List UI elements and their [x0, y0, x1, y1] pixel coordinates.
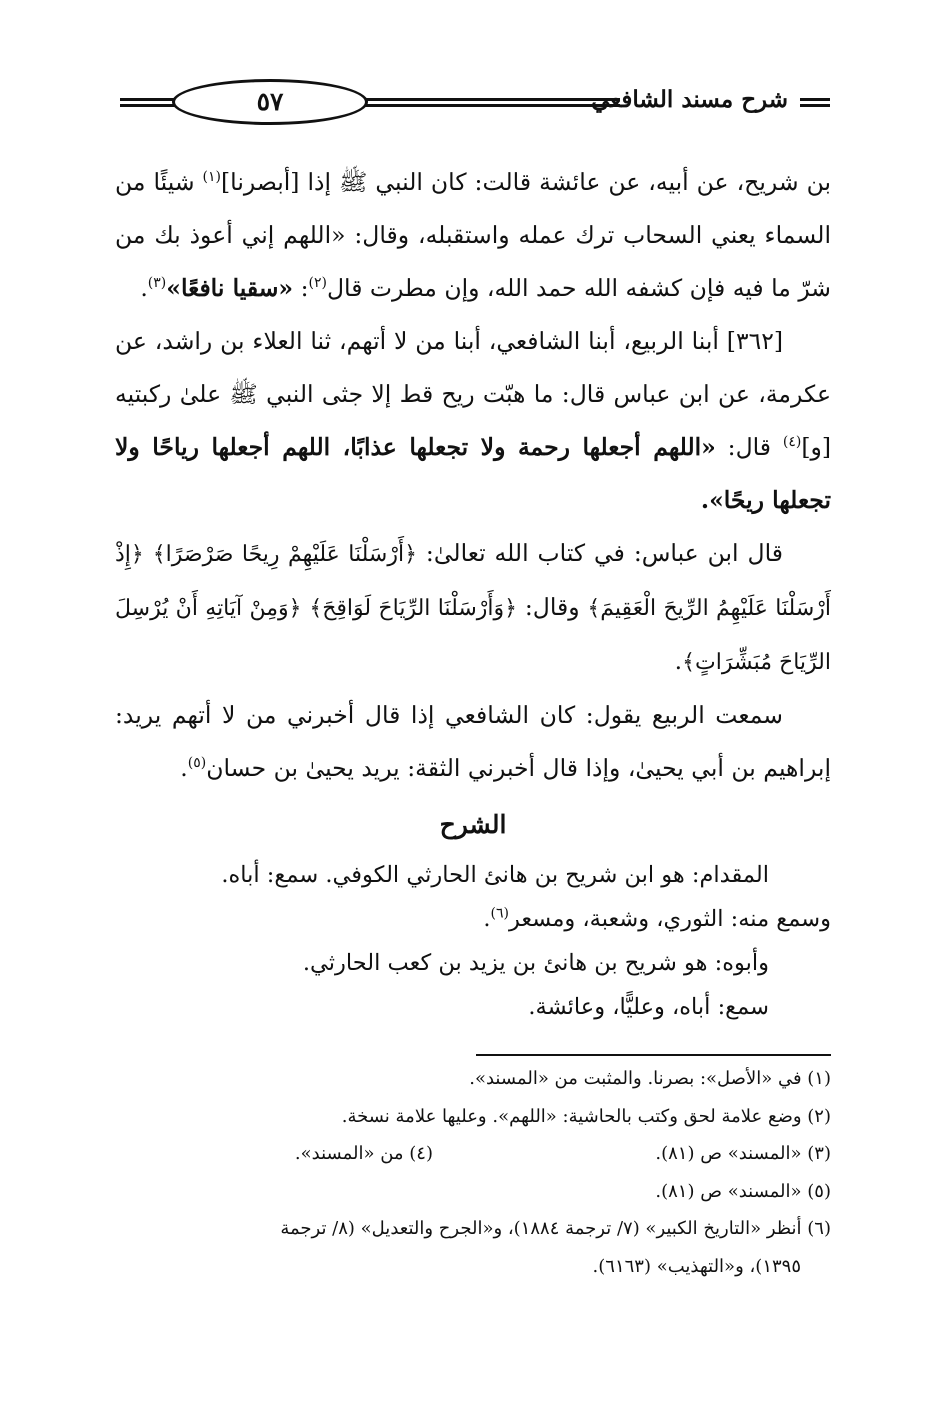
header-rule-right	[800, 98, 830, 107]
text-segment: وسمع منه: الثوري، وشعبة، ومسعر	[509, 906, 831, 932]
footnote-ref: (١)	[202, 169, 222, 186]
bold-quote: «سقيا نافعًا»	[166, 274, 294, 302]
footnote-ref: (٦)	[490, 905, 509, 922]
text-segment: قال:	[715, 433, 783, 461]
sharh-line	[115, 897, 831, 941]
footnote-ref: (٥)	[187, 755, 207, 772]
text-segment: [٣٦٢] أبنا الربيع، أبنا الشافعي، أبنا من لا أتهم، ثنا العلاء بن راشد، عن عكرمة، عن ابن عباس قال: ما هبّت ريح قط إلا جثى النبي ﷺ علىٰ ركبتيه [و]	[115, 327, 831, 461]
footnote-1: (١) في «الأصل»: بصرنا. والمثبت من «المسند».	[469, 1068, 831, 1089]
sharh-line: وأبوه: هو شريح بن هانئ بن يزيد بن كعب الحارثي.	[302, 950, 769, 976]
section-heading: الشرح	[439, 810, 507, 839]
text-segment: :	[293, 274, 309, 302]
header-rule-middle	[362, 98, 620, 107]
text-segment: .	[140, 274, 148, 302]
paragraph-rabi	[115, 689, 831, 795]
page-header	[110, 76, 830, 132]
bold-quote: «اللهم أجعلها رحمة ولا تجعلها عذابًا، اللهم أجعلها رياحًا ولا تجعلها ريحًا».	[115, 433, 831, 514]
quran-verse: ﴿وَمِنْ آيَاتِهِ أَنْ يُرْسِلَ الرِّيَاحَ مُبَشِّرَاتٍ﴾	[115, 596, 831, 675]
footnote-separator	[476, 1054, 831, 1056]
footnote-6-continued: ١٣٩٥)، و«التهذيب» (٦١٦٣).	[592, 1255, 801, 1277]
text-segment: سمعت الربيع يقول: كان الشافعي إذا قال أخبرني من لا أتهم يريد: إبراهيم بن أبي يحيىٰ، وإذا قال أخبرني الثقة: يريد يحيىٰ بن حسان	[115, 701, 831, 782]
text-segment: بن شريح، عن أبيه، عن عائشة قالت: كان النبي ﷺ إذا [أبصرنا]	[221, 168, 831, 196]
footnote-row	[115, 1135, 831, 1173]
text-segment: .	[180, 754, 188, 782]
text-segment: شيئًا من السماء يعني السحاب ترك عمله واستقبله، وقال: «اللهم إني أعوذ بك من شرّ ما فيه فإن كشفه الله حمد الله، وإن مطرت قال	[115, 168, 831, 302]
quran-verse: ﴿وَأَرْسَلْنَا الرِّيَاحَ لَوَاقِحَ﴾	[309, 596, 518, 621]
text-segment: .	[674, 647, 683, 675]
footnote-5: (٥) «المسند» ص (٨١).	[655, 1180, 831, 1202]
footnote-ref: (٢)	[308, 275, 327, 292]
footnote-6: (٦) أنظر «التاريخ الكبير» (٧/ ترجمة ١٨٨٤)، و«الجرح والتعديل» (٨/ ترجمة	[280, 1218, 831, 1239]
footnote-2: (٢) وضع علامة لحق وكتب بالحاشية: «اللهم». وعليها علامة نسخة.	[341, 1105, 831, 1127]
footnote-ref: (٣)	[147, 275, 167, 292]
footnote-ref: (٤)	[782, 434, 802, 451]
paragraph-hadith-362	[115, 315, 831, 527]
text-segment: .	[483, 906, 491, 932]
footnote-4: (٤) من «المسند».	[294, 1143, 433, 1164]
paragraph-ibn-abbas	[115, 527, 831, 689]
quran-verse: ﴿إِذْ أَرْسَلْنَا عَلَيْهِمُ الرِّيحَ الْعَقِيمَ﴾	[115, 542, 831, 621]
sharh-line: سمع: أباه، وعليًّا، وعائشة.	[528, 994, 769, 1020]
text-segment: قال ابن عباس: في كتاب الله تعالىٰ:	[416, 539, 783, 567]
footnote-3: (٣) «المسند» ص (٨١).	[655, 1143, 831, 1164]
running-title: شرح مسند الشافعي	[591, 86, 788, 113]
text-segment	[144, 539, 153, 567]
quran-verse: ﴿أَرْسَلْنَا عَلَيْهِمْ رِيحًا صَرْصَرًا﴾	[152, 542, 417, 567]
text-segment: وقال:	[517, 593, 588, 621]
main-text	[115, 156, 831, 1029]
footnotes	[115, 1060, 831, 1285]
page-number: ٥٧	[172, 79, 368, 125]
paragraph-hadith-aisha	[115, 156, 831, 315]
sharh-line: المقدام: هو ابن شريح بن هانئ الحارثي الكوفي. سمع: أباه.	[221, 862, 769, 888]
